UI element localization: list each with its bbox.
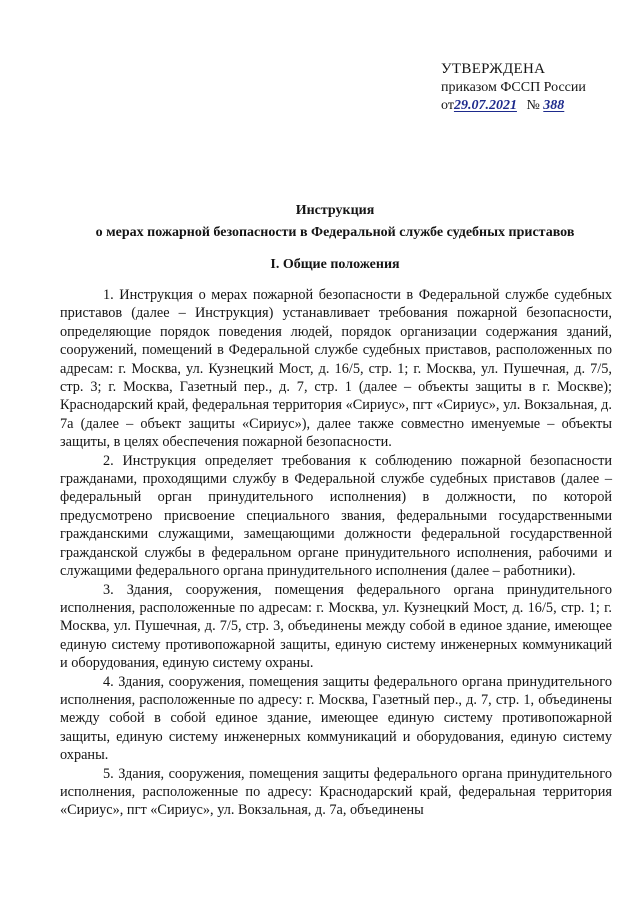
document-subtitle: о мерах пожарной безопасности в Федеральной службе судебных приставов: [95, 225, 575, 240]
handwritten-date: 29.07.2021: [453, 98, 517, 113]
approval-date-line: [441, 97, 621, 116]
approval-stamp: [441, 60, 621, 116]
document-body: [60, 286, 612, 820]
paragraph-5: 5. Здания, сооружения, помещения защиты федерального органа принудительного исполнения, расположенные по адресу: Краснодарский край, федеральная территория «Сириус», пгт «Сириус», ул. Вокзальная, д. 7а, объединены: [60, 765, 612, 819]
document-title-block: [60, 200, 610, 244]
paragraph-1: 1. Инструкция о мерах пожарной безопасности в Федеральной службе судебных приставов (далее – Инструкция) устанавливает требования пожарной безопасности, определяющие порядок поведения людей, порядок организации содержания зданий, сооружений, помещений в Федеральной службе судебных приставов, расположенных по адресам: г. Москва, ул. Кузнецкий Мост, д. 16/5, стр. 1; г. Москва, ул. Пушечная, д. 7/5, стр. 3; г. Москва, Газетный пер., д. 7, стр. 1 (далее – объекты защиты в г. Москве); Краснодарский край, федеральная территория «Сириус», пгт «Сириус», ул. Вокзальная, д. 7а (далее – объект защиты «Сириус»), далее также совместно именуемые – объекты защиты, в целях обеспечения пожарной безопасности.: [60, 287, 612, 451]
paragraph-3: 3. Здания, сооружения, помещения федерального органа принудительного исполнения, расположенные по адресам: г. Москва, ул. Кузнецкий Мост, д. 16/5, стр. 1; г. Москва, ул. Пушечная, д. 7/5, стр. 3, объединены между собой в единое здание, имеющее единую систему противопожарной защиты, единую систему инженерных коммуникаций и оборудования, единую систему охраны.: [60, 581, 612, 672]
paragraph-2: 2. Инструкция определяет требования к соблюдению пожарной безопасности гражданами, проходящими службу в Федеральной службе судебных приставов (далее – федеральный орган принудительного исполнения) в должности, по которой предусмотрено присвоение специального звания, федеральными государственными гражданскими служащими, замещающими должности федеральной государственной гражданской службы в федеральном органе принудительного исполнения, рабочими и служащими федерального органа принудительного исполнения (далее – работники).: [60, 452, 612, 580]
handwritten-number: 388: [543, 98, 565, 113]
approval-title: УТВЕРЖДЕНА: [441, 61, 546, 77]
approval-order: приказом ФССП России: [441, 79, 586, 95]
paragraph-4: 4. Здания, сооружения, помещения защиты федерального органа принудительного исполнения, расположенные по адресу: г. Москва, Газетный пер., д. 7, стр. 1, объединены между собой в собой единое здание, имеющее единую систему противопожарной защиты, единую систему инженерных коммуникаций и оборудования, единую систему охраны.: [60, 673, 612, 764]
section-heading: I. Общие положения: [270, 257, 400, 272]
number-label: №: [526, 98, 540, 113]
date-prefix: от: [441, 98, 454, 113]
document-title: Инструкция: [295, 203, 375, 218]
